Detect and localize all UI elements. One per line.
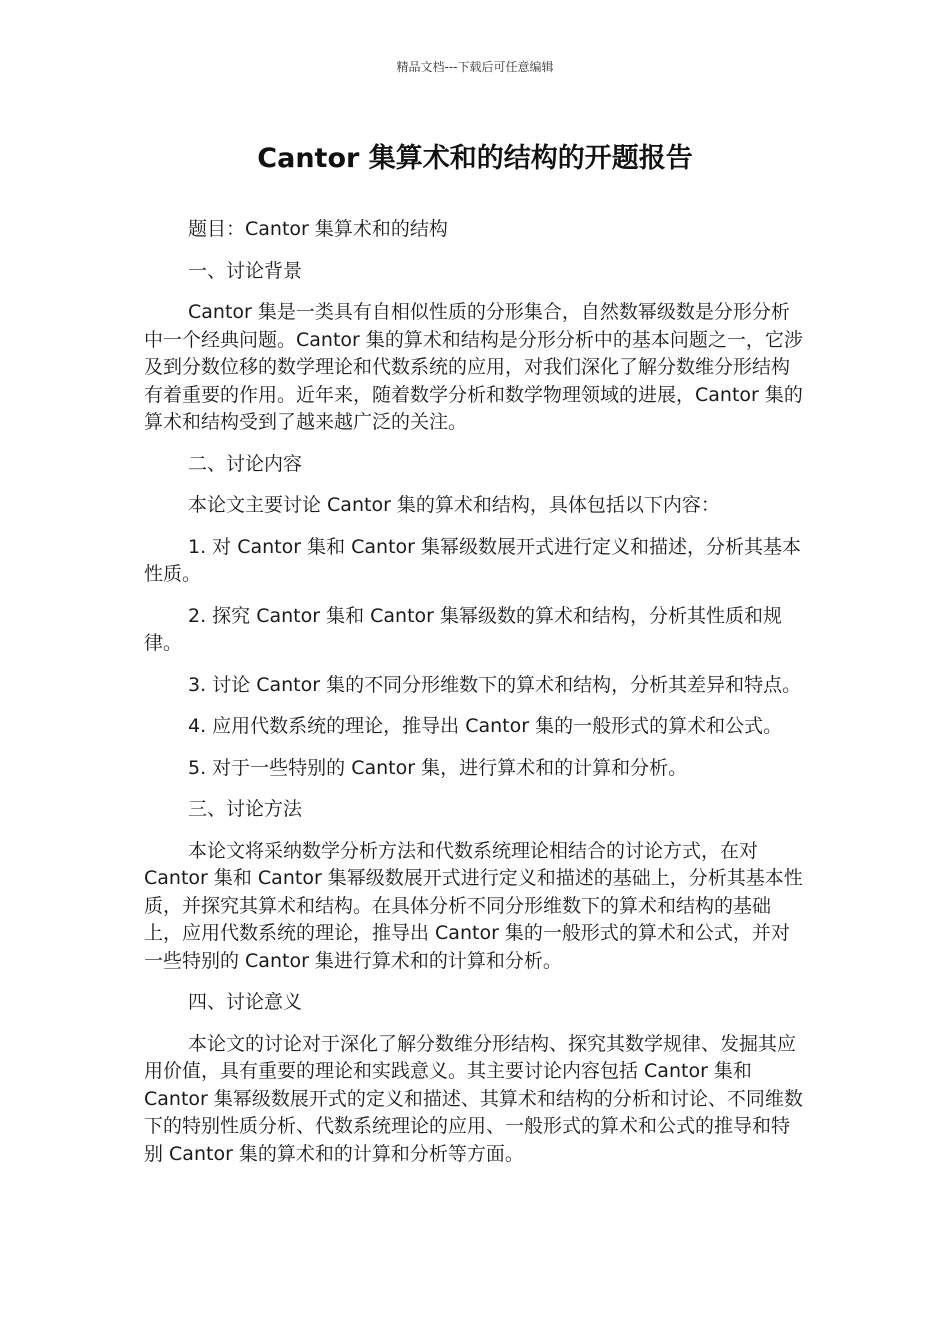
header-note: 精品文档---下载后可任意编辑	[396, 60, 554, 74]
list-item-4: 4. 应用代数系统的理论，推导出 Cantor 集的一般形式的算术和公式。	[188, 715, 783, 737]
list-item-3: 3. 讨论 Cantor 集的不同分形维数下的算术和结构，分析其差异和特点。	[188, 673, 802, 696]
topic-line: 题目：Cantor 集算术和的结构	[188, 218, 448, 240]
list-item-2: 2. 探究 Cantor 集和 Cantor 集幂级数的算术和结构，分析其性质和规律。	[144, 604, 783, 654]
list-item-5: 5. 对于一些特别的 Cantor 集，进行算术和的计算和分析。	[188, 756, 688, 779]
section-heading-content: 二、讨论内容	[188, 452, 303, 475]
paragraph-significance: 本论文的讨论对于深化了解分数维分形结构、探究其数学规律、发掘其应用价值，具有重要的理论和实践意义。其主要讨论内容包括 Cantor 集和 Cantor 集幂级数展开式的定义和描述、其算术和结构的分析和讨论、不同维数下的特别性质分析、代数系统理论的应用、一般形式的算术和公式的推导和特别 Cantor 集的算术和的计算和分析等方面。	[144, 1032, 803, 1165]
list-item-1: 1. 对 Cantor 集和 Cantor 集幂级数展开式进行定义和描述，分析其基本性质。	[144, 535, 802, 585]
section-heading-method: 三、讨论方法	[188, 798, 303, 820]
paragraph-method: 本论文将采纳数学分析方法和代数系统理论相结合的讨论方式，在对 Cantor 集和 Cantor 集幂级数展开式进行定义和描述的基础上，分析其基本性质，并探究其算术和结构。在具体分析不同分形维数下的算术和结构的基础上，应用代数系统的理论，推导出 Cantor 集的一般形式的算术和公式，并对一些特别的 Cantor 集进行算术和的计算和分析。	[144, 839, 803, 972]
paragraph-content-intro: 本论文主要讨论 Cantor 集的算术和结构，具体包括以下内容：	[188, 494, 720, 516]
document-title: Cantor 集算术和的结构的开题报告	[257, 143, 693, 174]
section-heading-significance: 四、讨论意义	[188, 991, 303, 1013]
document-body	[144, 216, 806, 1182]
section-heading-background: 一、讨论背景	[188, 259, 303, 282]
paragraph-background: Cantor 集是一类具有自相似性质的分形集合，自然数幂级数是分形分析中一个经典问题。Cantor 集的算术和结构是分形分析中的基本问题之一，它涉及到分数位移的数学理论和代数系统的应用，对我们深化了解分数维分形结构有着重要的作用。近年来，随着数学分析和数学物理领域的进展，Cantor 集的算术和结构受到了越来越广泛的关注。	[144, 301, 803, 433]
